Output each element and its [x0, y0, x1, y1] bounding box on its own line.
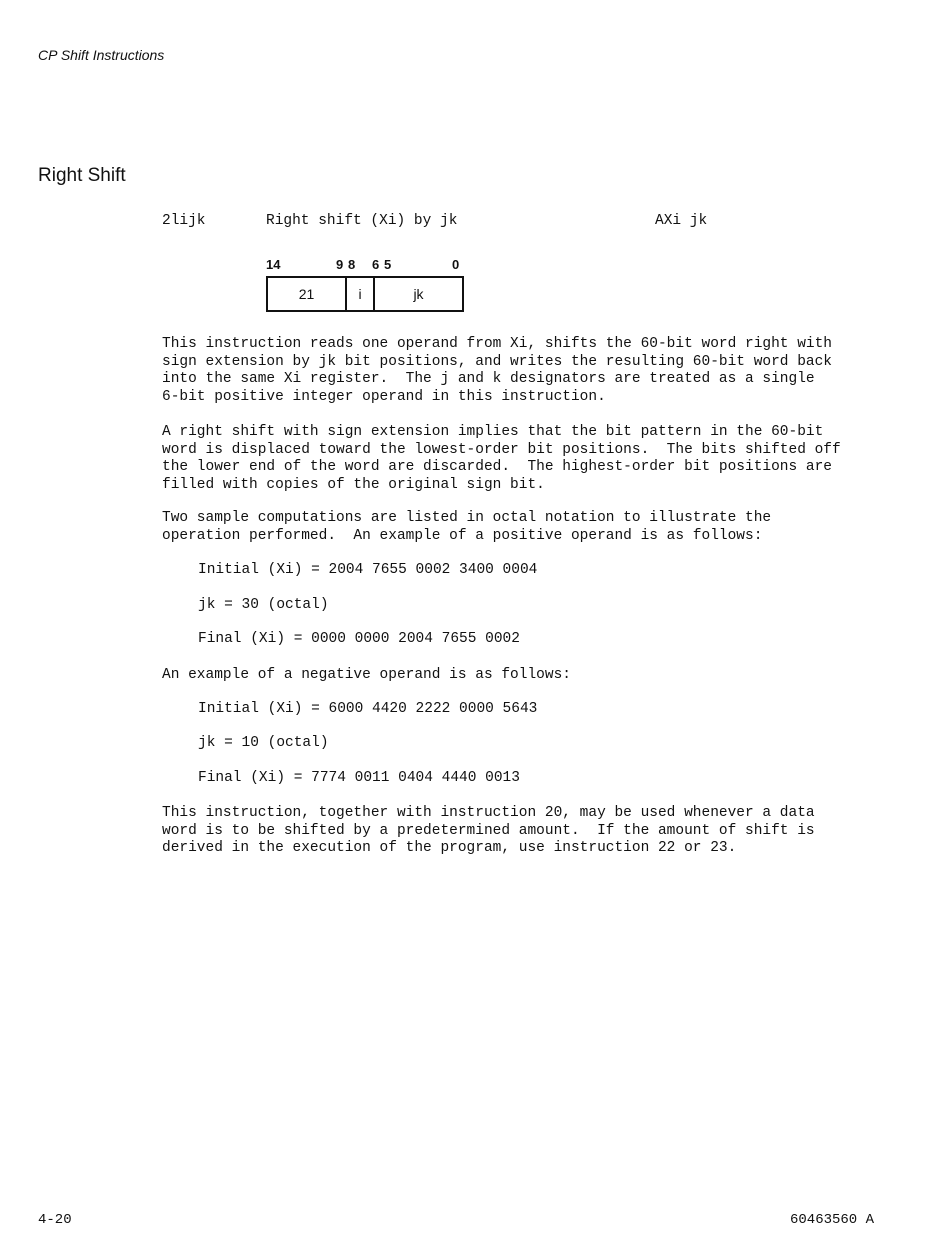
format-field-jk: jk: [413, 286, 424, 302]
instruction-description: Right shift (Xi) by jk: [266, 213, 458, 229]
bit-label-6: 6: [372, 257, 380, 272]
running-head: CP Shift Instructions: [38, 47, 165, 63]
negative-initial: Initial (Xi) = 6000 4420 2222 0000 5643: [198, 701, 538, 717]
paragraph-negative-intro: An example of a negative operand is as follows:: [162, 667, 571, 683]
paragraph-usage: This instruction, together with instruction 20, may be used whenever a data word is to be shifted by a predetermined amount. If the amount of shift is derived in the execution of the program, use instruction 22 or 23.: [162, 805, 815, 856]
page-number: 4-20: [38, 1212, 72, 1228]
bit-position-labels: [266, 257, 462, 275]
positive-jk: jk = 30 (octal): [198, 597, 329, 613]
positive-initial: Initial (Xi) = 2004 7655 0002 3400 0004: [198, 562, 538, 578]
positive-final: Final (Xi) = 0000 0000 2004 7655 0002: [198, 631, 520, 647]
format-field-i: i: [347, 278, 375, 310]
bit-label-9: 9: [336, 257, 344, 272]
negative-final: Final (Xi) = 7774 0011 0404 4440 0013: [198, 770, 520, 786]
document-number: 60463560 A: [789, 1212, 874, 1228]
paragraph-description: This instruction reads one operand from Xi, shifts the 60-bit word right with sign extension by jk bit positions, and writes the resulting 60-bit word back into the same Xi register. The j and k designators are treated as a single 6-bit positive integer operand in this instruction.: [162, 336, 833, 405]
paragraph-sign-extension: A right shift with sign extension implies that the bit pattern in the 60-bit word is displaced toward the lowest-order bit positions. The bits shifted off the lower end of the word are discarded. The highest-order bit positions are filled with copies of the original sign bit.: [162, 424, 841, 493]
instruction-format-diagram: [266, 276, 464, 312]
paragraph-samples-intro: Two sample computations are listed in octal notation to illustrate the operation performed. An example of a positive operand is as follows:: [162, 510, 772, 544]
instruction-opcode: 2lijk: [162, 213, 206, 229]
bit-label-8: 8: [348, 257, 356, 272]
bit-label-0: 0: [452, 257, 460, 272]
bit-label-5: 5: [384, 257, 392, 272]
bit-label-14: 14: [266, 257, 281, 272]
instruction-notation: AXi jk: [655, 213, 708, 229]
section-title: Right Shift: [38, 165, 126, 186]
format-field-opcode: 21: [268, 278, 347, 310]
negative-jk: jk = 10 (octal): [198, 735, 329, 751]
